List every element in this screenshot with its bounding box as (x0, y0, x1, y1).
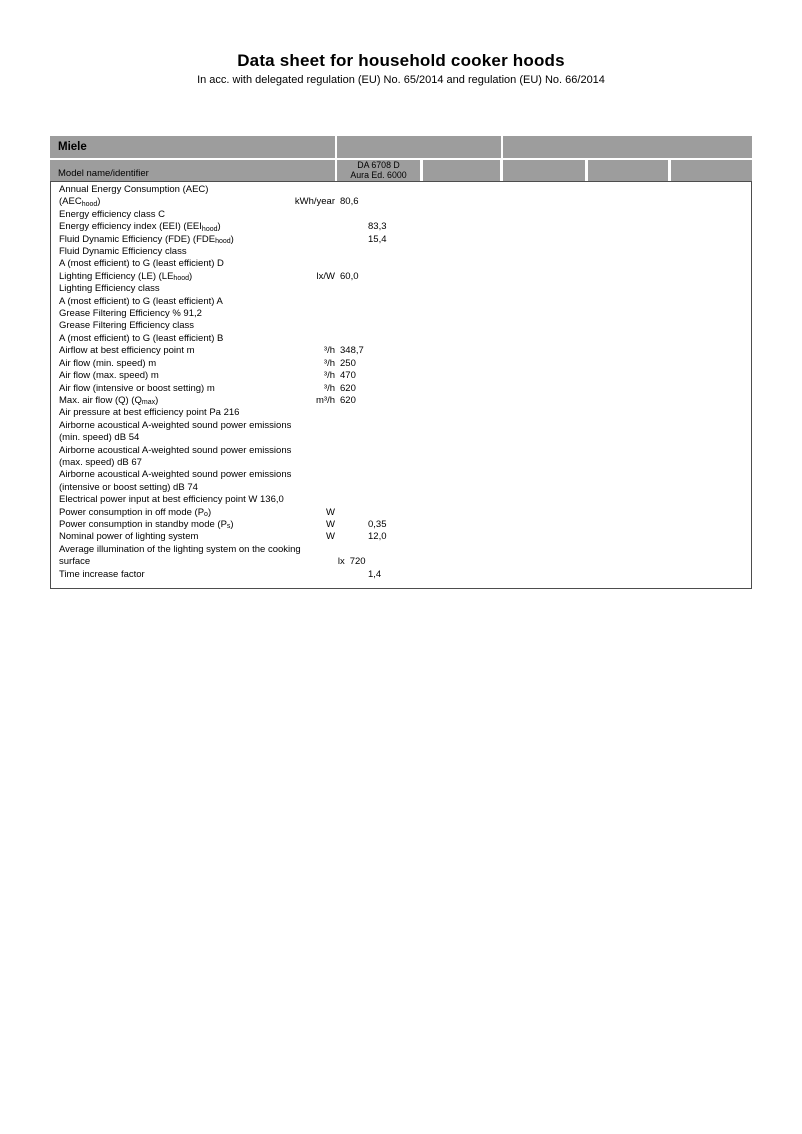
table-row (51, 395, 751, 407)
row-label: A (most efficient) to G (least efficient) D (59, 258, 224, 270)
row-value: 15,4 (368, 233, 387, 245)
model-identifier-label-cell (50, 160, 335, 181)
row-label: Energy efficiency class C (59, 208, 165, 220)
table-row (51, 308, 751, 320)
row-label: Time increase factor (59, 568, 145, 580)
table-row (51, 296, 751, 308)
table-row (51, 445, 751, 470)
row-label: Air flow (intensive or boost setting) m (59, 382, 215, 394)
model-identifier-label: Model name/identifier (58, 168, 149, 179)
model-value-cell (337, 160, 420, 181)
page-title: Data sheet for household cooker hoods (237, 51, 565, 70)
table-row (51, 569, 751, 581)
table-row (51, 370, 751, 382)
table-row (51, 283, 751, 295)
row-label: Air flow (max. speed) m (59, 370, 159, 382)
table-row (51, 345, 751, 357)
row-unit: lx (337, 556, 345, 568)
row-label: Airborne acoustical A-weighted sound power emissions (intensive or boost setting) dB 74 (59, 469, 292, 493)
header-band-right (503, 136, 752, 158)
row-label: Power consumption in standby mode $(P_s)$ (59, 518, 234, 531)
row-label: Average illumination of the lighting system on the cooking surface (59, 543, 301, 568)
row-value: 620 (340, 382, 356, 394)
row-label: Air pressure at best efficiency point Pa 216 (59, 407, 240, 419)
header-band-left (337, 136, 501, 158)
row-unit: W (326, 506, 335, 518)
row-label: A (most efficient) to G (least efficient) B (59, 332, 224, 344)
row-unit: ³/h (323, 370, 335, 382)
row-value: 60,0 (340, 270, 359, 282)
header-empty-cell (671, 160, 752, 181)
table-row (51, 531, 751, 543)
row-label: Fluid Dynamic Efficiency class (59, 246, 187, 258)
row-label: Fluid Dynamic Efficiency (FDE) $(FDE_{hood})$ (59, 233, 234, 246)
table-row (51, 383, 751, 395)
row-value: 12,0 (368, 531, 387, 543)
row-label: A (most efficient) to G (least efficient) A (59, 295, 223, 307)
table-row (51, 333, 751, 345)
table-row (51, 234, 751, 246)
row-label: Nominal power of lighting system (59, 531, 199, 543)
header-empty-cell (423, 160, 500, 181)
row-label: Grease Filtering Efficiency % 91,2 (59, 308, 202, 320)
row-label: Lighting Efficiency class (59, 283, 160, 295)
table-row (51, 420, 751, 445)
row-label: Energy efficiency index (EEI) $(EEI_{hood})$ (59, 221, 221, 233)
table-row (51, 407, 751, 419)
table-row (51, 258, 751, 270)
table-row (51, 358, 751, 370)
row-label: Airborne acoustical A-weighted sound power emissions (max. speed) dB 67 (59, 444, 292, 468)
table-row (51, 184, 751, 209)
table-row (51, 494, 751, 506)
row-unit: kWh/year (294, 196, 335, 208)
row-label: Airborne acoustical A-weighted sound power emissions (min. speed) dB 54 (59, 419, 292, 444)
table-row (51, 320, 751, 332)
table-row (51, 507, 751, 519)
row-label: Electrical power input at best efficiency point W 136,0 (59, 494, 284, 506)
model-name-line1: DA 6708 D (357, 160, 400, 170)
row-label: Power consumption in off mode $(P_o)$ (59, 506, 212, 519)
row-label: Annual Energy Consumption (AEC) $(AEC_{hood})$ (59, 184, 209, 208)
row-value: 348,7 (340, 345, 364, 357)
header-empty-cell (503, 160, 585, 181)
row-value: 250 (340, 357, 356, 369)
row-value: 1,4 (368, 568, 382, 580)
row-unit: m³/h (316, 394, 335, 406)
table-row (51, 246, 751, 258)
row-unit: lx/W (316, 270, 335, 282)
table-row (51, 544, 751, 569)
row-value: 80,6 (340, 196, 359, 208)
page-subtitle: In acc. with delegated regulation (EU) No. 65/2014 and regulation (EU) No. 66/2014 (197, 74, 605, 86)
row-label: Grease Filtering Efficiency class (59, 320, 194, 332)
row-label: Max. air flow (Q) $(Q_{max})$ (59, 394, 159, 407)
row-value: 0,35 (368, 518, 387, 530)
table-row (51, 271, 751, 283)
row-unit: W (326, 531, 335, 543)
row-value: 470 (340, 370, 356, 382)
table-row (51, 221, 751, 233)
header-empty-cell (588, 160, 668, 181)
row-unit: ³/h (323, 382, 335, 394)
row-unit: ³/h (323, 345, 335, 357)
table-row (51, 519, 751, 531)
model-name-line2: Aura Ed. 6000 (350, 169, 407, 180)
table-body (50, 181, 752, 589)
brand-header-cell (50, 136, 335, 158)
row-label: Airflow at best efficiency point m (59, 345, 195, 357)
row-value: 620 (340, 394, 356, 406)
row-value: 83,3 (368, 221, 387, 233)
table-row (51, 209, 751, 221)
row-unit: W (326, 518, 335, 530)
row-label: Air flow (min. speed) m (59, 357, 157, 369)
brand-name: Miele (58, 141, 87, 153)
row-unit: ³/h (323, 357, 335, 369)
table-row (51, 469, 751, 494)
row-value: 720 (349, 556, 366, 568)
row-label: Lighting Efficiency (LE) $(LE_{hood})$ (59, 270, 193, 283)
